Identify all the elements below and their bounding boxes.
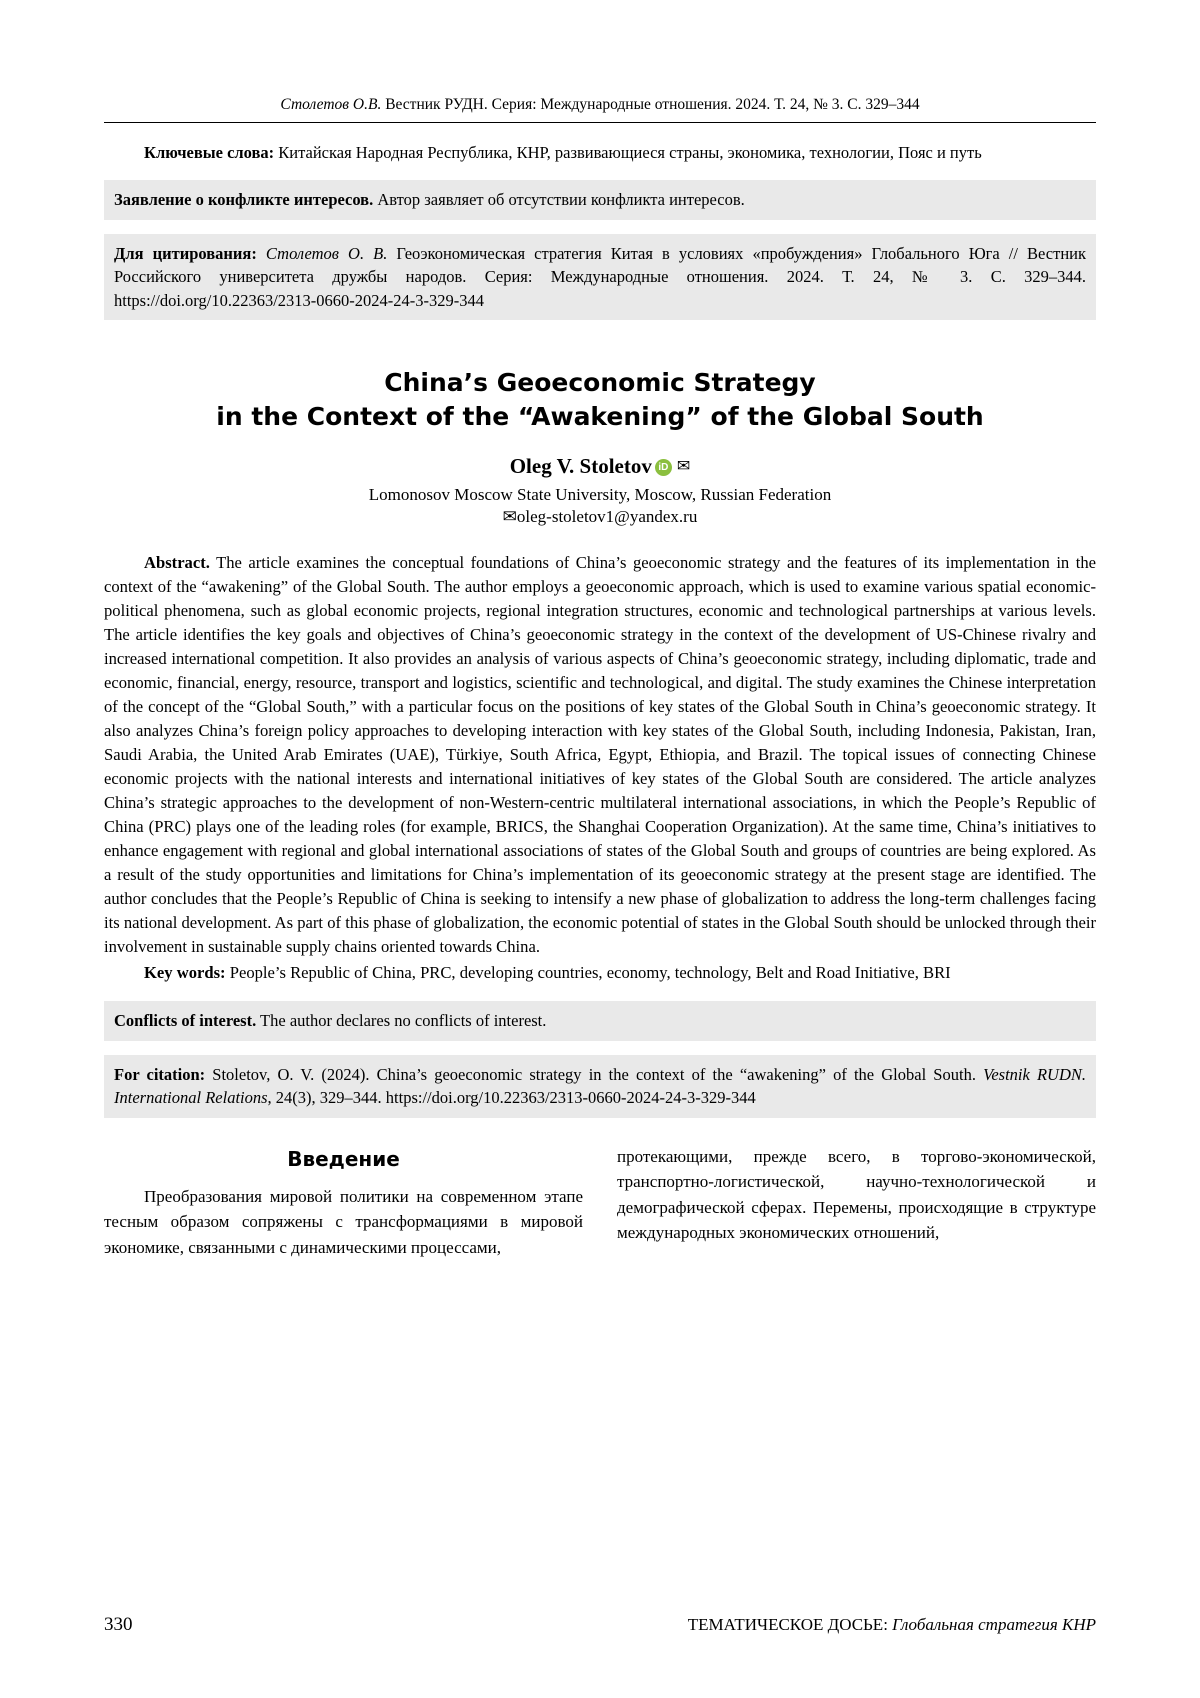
- russian-keywords-text: Китайская Народная Республика, КНР, развивающиеся страны, экономика, технологии, Пояс и путь: [274, 143, 982, 162]
- page-title: [104, 366, 1096, 434]
- russian-citation-author: Столетов О. В.: [265, 243, 388, 263]
- section-heading: Введение: [287, 1146, 400, 1171]
- english-citation: [104, 1055, 1096, 1118]
- abstract-label: Abstract.: [144, 552, 210, 572]
- title-line-1: China’s Geoeconomic Strategy: [384, 368, 816, 398]
- russian-conflict-text: Автор заявляет об отсутствии конфликта интересов.: [373, 190, 745, 210]
- orcid-icon[interactable]: iD: [655, 459, 672, 476]
- russian-conflict-label: Заявление о конфликте интересов.: [114, 190, 374, 210]
- english-keywords-text: People’s Republic of China, PRC, developing countries, economy, technology, Belt and Road Initiative, BRI: [225, 963, 951, 983]
- running-head-author: Столетов О.В.: [280, 96, 382, 113]
- abstract: [104, 551, 1096, 960]
- body-column-left: [104, 1144, 583, 1261]
- page-number: 330: [104, 1614, 133, 1635]
- body-paragraph-left: Преобразования мировой политики на современном этапе тесным образом сопряжены с трансформациями в мировой экономике, связанными с динамическими процессами,: [104, 1186, 583, 1257]
- russian-citation: [104, 234, 1096, 320]
- english-citation-text-before: Stoletov, O. V. (2024). China’s geoeconomic strategy in the context of the “awakening” of the Global South.: [205, 1064, 984, 1084]
- body-paragraph-right: протекающими, прежде всего, в торгово-экономической, транспортно-логистической, научно-технологической и демографической сферах. Перемены, происходящие в структуре международных экономических отношений,: [617, 1146, 1096, 1243]
- english-citation-text-after: , 24(3), 329–344. https://doi.org/10.22363/2313-0660-2024-24-3-329-344: [267, 1088, 756, 1108]
- russian-conflict-of-interest: [104, 180, 1096, 219]
- footer-section-plain: ТЕМАТИЧЕСКОЕ ДОСЬЕ:: [687, 1615, 893, 1634]
- page-footer: [104, 1614, 1096, 1636]
- abstract-text: The article examines the conceptual foundations of China’s geoeconomic strategy and the features of its implementation in the context of the “awakening” of the Global South. The author employs a geoeconomic approach, which is used to examine various spatial economic-political phenomena, such as global economic projects, regional integration structures, economic and technological partnerships at various levels. The article identifies the key goals and objectives of China’s geoeconomic strategy in the context of the development of US-Chinese rivalry and increased international competition. It also provides an analysis of various aspects of China’s geoeconomic strategy, including diplomatic, trade and economic, financial, energy, resource, transport and logistics, scientific and technological, and digital. The study examines the Chinese interpretation of the concept of the “Global South,” with a particular focus on the positions of key states of the Global South in China’s geoeconomic strategy. It also analyzes China’s foreign policy approaches to developing interaction with key states of the Global South, including Indonesia, Pakistan, Iran, Saudi Arabia, the United Arab Emirates (UAE), Türkiye, South Africa, Egypt, Ethiopia, and Brazil. The topical issues of connecting Chinese economic projects with the national interests and international initiatives of key states of the Global South are considered. The article analyzes China’s strategic approaches to the development of non-Western-centric multilateral international associations, in which the People’s Republic of China (PRC) plays one of the leading roles (for example, BRICS, the Shanghai Cooperation Organization). At the same time, China’s initiatives to enhance engagement with regional and global international associations of states of the Global South and groups of countries are being explored. As a result of the study opportunities and limitations for China’s implementation of its geoeconomic strategy at the present stage are identified. The author concludes that the People’s Republic of China is seeking to intensify a new phase of globalization to address the long-term challenges facing its national development. As part of this phase of globalization, the economic potential of states in the Global South should be unlocked through their involvement in sustainable supply chains oriented towards China.: [104, 552, 1096, 957]
- email-icon[interactable]: ✉: [676, 457, 691, 475]
- english-keywords-label: Key words:: [144, 963, 226, 983]
- body-columns: [104, 1144, 1096, 1261]
- english-conflict-of-interest: [104, 1001, 1096, 1040]
- footer-section: [688, 1615, 1096, 1635]
- english-keywords: [104, 961, 1096, 985]
- author-email[interactable]: oleg-stoletov1@yandex.ru: [516, 506, 698, 526]
- author-name: Oleg V. Stoletov: [509, 453, 652, 478]
- english-citation-journal: Vestnik RUDN. International Relations: [114, 1064, 1087, 1108]
- russian-keywords-label: Ключевые слова:: [144, 143, 275, 162]
- english-conflict-label: Conflicts of interest.: [114, 1011, 257, 1031]
- envelope-icon: ✉: [502, 506, 517, 526]
- author-email-line: [104, 507, 1096, 527]
- russian-keywords: [104, 141, 1096, 164]
- author-line: [104, 454, 1096, 479]
- russian-citation-label: Для цитирования:: [114, 243, 257, 263]
- footer-section-italic: Глобальная стратегия КНР: [892, 1615, 1096, 1634]
- running-head-source: Вестник РУДН. Серия: Международные отношения. 2024. Т. 24, № 3. С. 329–344: [381, 96, 920, 113]
- running-head: [104, 96, 1096, 123]
- english-citation-label: For citation:: [114, 1064, 206, 1084]
- english-conflict-text: The author declares no conflicts of interest.: [256, 1011, 547, 1031]
- title-line-2: in the Context of the “Awakening” of the Global South: [216, 401, 984, 431]
- author-affiliation: Lomonosov Moscow State University, Moscow, Russian Federation: [368, 484, 832, 504]
- body-column-right: [617, 1144, 1096, 1261]
- russian-citation-text: Геоэкономическая стратегия Китая в условиях «пробуждения» Глобального Юга // Вестник Российского университета дружбы народов. Серия: Международные отношения. 2024. Т. 24, № 3. С. 329–344. https://doi.org/10.22363/2313-0660-2024-24-3-329-344: [114, 243, 1086, 310]
